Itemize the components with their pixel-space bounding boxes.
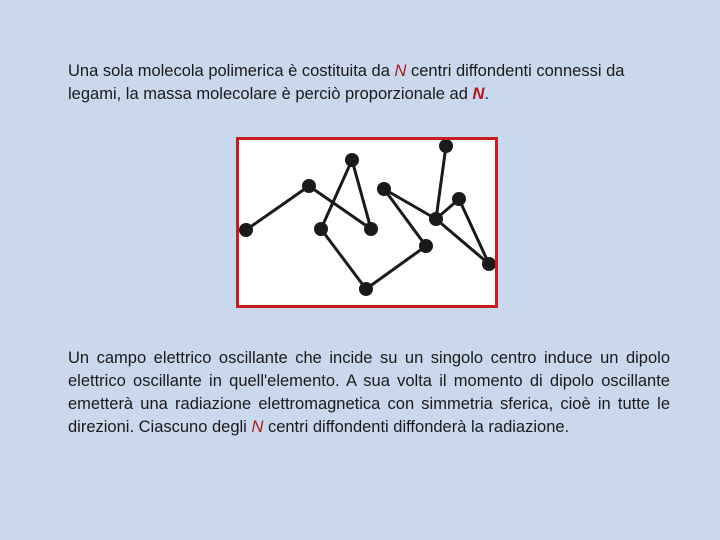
scattering-center <box>302 179 316 193</box>
bond <box>321 160 352 229</box>
bond <box>436 146 446 219</box>
scattering-center <box>239 223 253 237</box>
scattering-center <box>377 182 391 196</box>
bond <box>246 186 309 230</box>
n-symbol: N <box>394 62 407 80</box>
scattering-center <box>345 153 359 167</box>
explanation-paragraph <box>68 347 670 439</box>
n-symbol-bold: N <box>472 85 485 103</box>
scattering-center <box>452 192 466 206</box>
explanation-text-1: Un campo elettrico oscillante che incide su un singolo centro induce un dipolo elettrico oscillante in quell'elemento. A sua volta il momento di dipolo oscillante emetterà una radiazione elettromagnetica con simmetria sferica, cioè in tutte le direzioni. Ciascuno degli <box>68 349 670 436</box>
intro-text-2: centri diffondenti connessi da legami, la massa molecolare è perciò proporzionale ad <box>68 62 625 103</box>
polymer-chain-diagram <box>239 140 495 305</box>
bond <box>366 246 426 289</box>
intro-text-1: Una sola molecola polimerica è costituita da <box>68 62 395 80</box>
scattering-center <box>429 212 443 226</box>
scattering-center <box>439 140 453 153</box>
bond <box>384 189 426 246</box>
bond <box>321 229 366 289</box>
intro-text-3: . <box>484 85 489 103</box>
bond <box>436 219 489 264</box>
scattering-center <box>314 222 328 236</box>
bond <box>459 199 489 264</box>
explanation-text-2: centri diffondenti diffonderà la radiazione. <box>263 418 570 436</box>
n-symbol: N <box>251 418 264 436</box>
bond <box>384 189 436 219</box>
scattering-center <box>419 239 433 253</box>
scattering-center <box>364 222 378 236</box>
intro-paragraph <box>68 60 670 106</box>
polymer-molecule-figure <box>236 137 498 308</box>
scattering-center <box>359 282 373 296</box>
